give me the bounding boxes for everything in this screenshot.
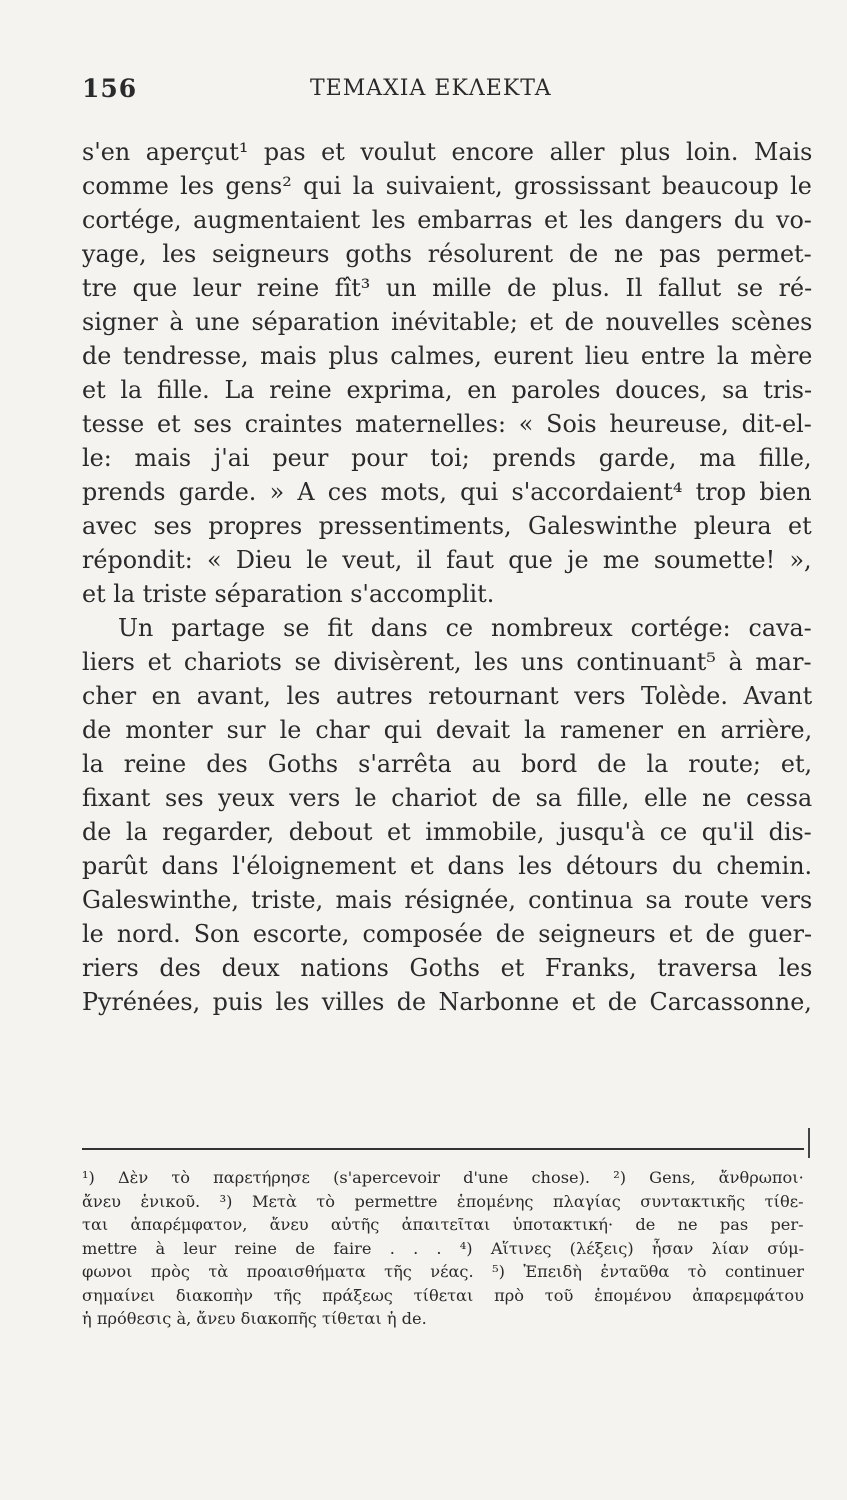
text-line: riers des deux nations Goths et Franks, traversa les [82,954,812,982]
text-line: yage, les seigneurs goths résolurent de ne pas permet- [82,240,812,268]
footnote-line: φωνοι πρὸς τὰ προαισθήματα τῆς νέας. ⁵) Ἐπειδὴ ἐνταῦθα τὸ continuer [82,1262,804,1281]
text-line: liers et chariots se divisèrent, les uns continuant⁵ à mar- [82,648,812,676]
paragraph-start-line: Un partage se fit dans ce nombreux cortége: cava- [118,614,812,642]
footnote-line: mettre à leur reine de faire . . . ⁴) Αἵτινες (λέξεις) ἦσαν λίαν σύμ- [82,1238,804,1258]
text-line: cortége, augmentaient les embarras et les dangers du vo- [82,206,812,234]
page-header [82,68,812,108]
text-line: fixant ses yeux vers le chariot de sa fille, elle ne cessa [82,784,812,812]
text-line: tre que leur reine fît³ un mille de plus. Il fallut se ré- [82,274,812,302]
text-line: Pyrénées, puis les villes de Narbonne et de Carcassonne, [82,988,812,1016]
text-line: de monter sur le char qui devait la ramener en arrière, [82,716,812,744]
text-line: le nord. Son escorte, composée de seigneurs et de guer- [82,920,812,948]
main-text [82,135,812,1019]
footnote-line: σημαίνει διακοπὴν τῆς πράξεως τίθεται πρὸ τοῦ ἑπομένου ἀπαρεμφάτου [82,1285,804,1305]
text-line: s'en aperçut¹ pas et voulut encore aller plus loin. Mais [82,138,812,166]
footnote-line: ται ἀπαρέμφατον, ἄνευ αὐτῆς ἀπαιτεῖται ὑποτακτική· de ne pas per- [82,1215,804,1234]
text-line: Galeswinthe, triste, mais résignée, continua sa route vers [82,886,812,914]
footnote-line: ¹) Δὲν τὸ παρετήρησε (s'apercevoir d'une chose). ²) Gens, ἄνθρωποι· [82,1168,804,1187]
text-line: tesse et ses craintes maternelles: « Sois heureuse, dit-el- [82,410,812,438]
footnote-line: ἡ πρόθεσις à, ἄνευ διακοπῆς τίθεται ἡ de. [82,1309,427,1328]
text-line: répondit: « Dieu le veut, il faut que je me soumette! », [82,546,812,574]
text-line: de la regarder, debout et immobile, jusqu'à ce qu'il dis- [82,818,812,846]
text-line: comme les gens² qui la suivaient, grossissant beaucoup le [82,172,812,200]
text-line: avec ses propres pressentiments, Galeswinthe pleura et [82,512,812,540]
text-line: parût dans l'éloignement et dans les détours du chemin. [82,852,812,880]
text-line: signer à une séparation inévitable; et de nouvelles scènes [82,308,812,336]
text-line: cher en avant, les autres retournant vers Tolède. Avant [82,682,812,710]
footnotes [82,1166,804,1331]
running-title: TEMAXIA EKΛEKTA [310,76,552,101]
text-line: le: mais j'ai peur pour toi; prends garde, ma fille, [82,444,812,472]
page-number: 156 [82,74,138,103]
margin-mark [808,1128,810,1158]
text-line: et la triste séparation s'accomplit. [82,580,495,608]
text-line: de tendresse, mais plus calmes, eurent lieu entre la mère [82,342,812,370]
text-line: prends garde. » A ces mots, qui s'accordaient⁴ trop bien [82,478,812,506]
text-line: et la fille. La reine exprima, en paroles douces, sa tris- [82,376,812,404]
text-line: la reine des Goths s'arrêta au bord de la route; et, [82,750,812,778]
footnote-line: ἄνευ ἑνικοῦ. ³) Μετὰ τὸ permettre ἑπομένης πλαγίας συντακτικῆς τίθε- [82,1191,804,1211]
footnote-divider [82,1148,804,1150]
